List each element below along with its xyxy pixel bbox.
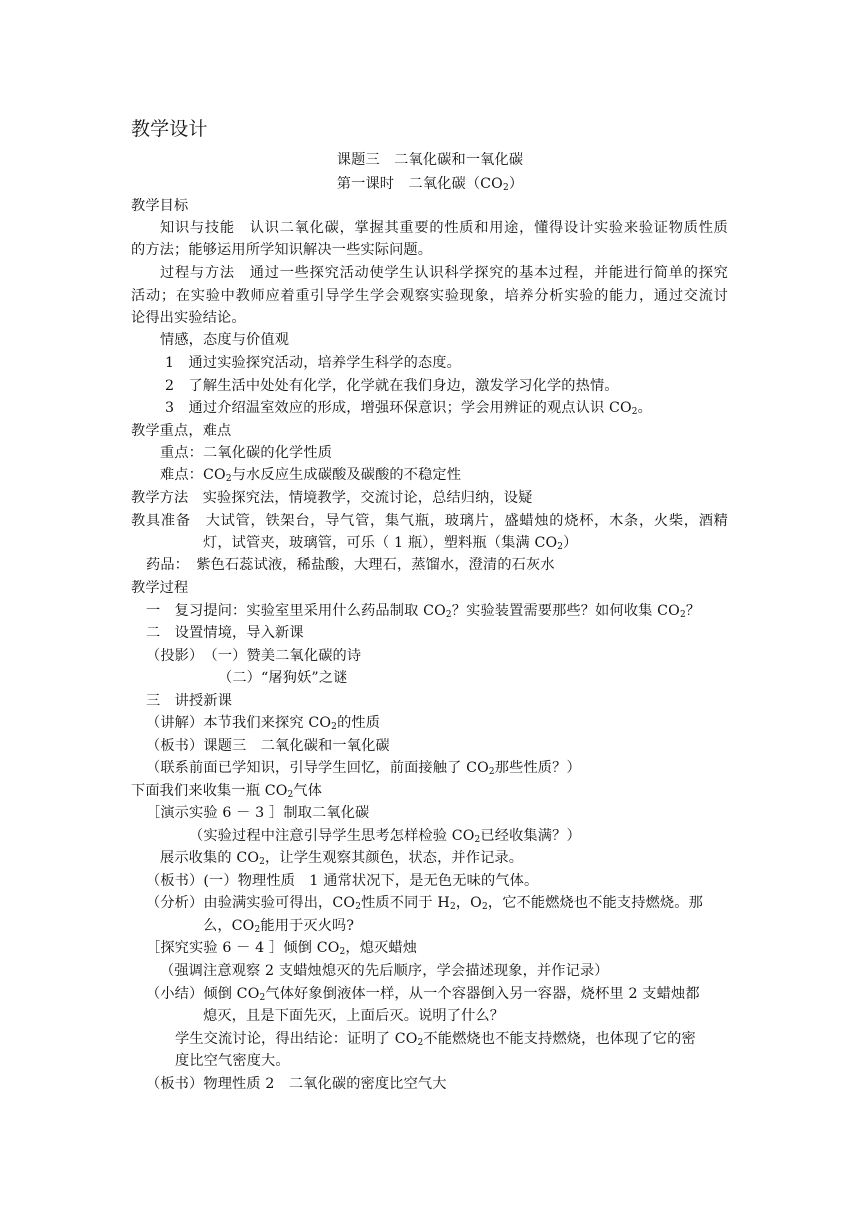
subscript: 2 [481,902,488,912]
equipment-line-2 [203,534,578,552]
analysis-text-c: ，O [455,895,482,911]
section-heading-process: 教学过程 [131,580,189,596]
summary-line-2: 熄灭，且是下面先灭，上面后灭。说明了什么？ [203,1008,505,1024]
equipment-text: 灯，试管夹，玻璃管，可乐（ 1 瓶），塑料瓶（集满 CO [203,535,558,551]
demo-note-text-end: 已经收集满？） [480,828,581,844]
subscript: 2 [339,947,346,957]
subtitle-text-end: ） [508,176,524,192]
discuss-text-end: 不能燃烧也不能支持燃烧，也体现了它的密 [423,1031,696,1047]
analysis-text-d: ，它不能燃烧也不能支持燃烧。那 [487,895,703,911]
key-point: 重点：二氧化碳的化学性质 [160,445,333,461]
show-text: 展示收集的 CO [160,850,260,866]
analysis-text-b: 性质不同于 H [361,895,450,911]
equipment-text-end: ） [563,535,578,551]
recall-text-end: 那些性质？） [494,760,581,776]
difficulty-point [160,466,461,484]
recall-line [146,759,581,777]
lecture-line [146,714,380,732]
subscript: 2 [259,993,266,1003]
subscript: 2 [449,902,456,912]
summary-line-1 [146,985,700,1003]
section-heading-goals: 教学目标 [131,198,189,214]
board-line-1: （板书）课题三 二氧化碳和一氧化碳 [146,738,390,754]
subscript: 2 [502,183,509,193]
step1-text: 一 复习提问：实验室里采用什么药品制取 CO [146,603,446,619]
demo-note-text: （实验过程中注意引导学生思考怎样检验 CO [189,828,475,844]
process-step-1 [146,602,700,620]
subscript: 2 [225,474,232,484]
analysis-text-a: （分析）由验满实验可得出，CO [146,895,356,911]
equipment-line-1: 教具准备 大试管，铁架台，导气管，集气瓶，玻璃片，盛蜡烛的烧杯，木条，火柴，酒精 [131,513,728,529]
subscript: 2 [259,857,266,867]
step1-text-mid: ？实验装置需要那些？如何收集 CO [451,603,680,619]
difficulty-text: 难点：CO [160,467,226,483]
projection-line-1: （投影） （一）赞美二氧化碳的诗 [146,648,362,664]
analysis-line-1 [146,894,703,912]
discuss-line-2: 度比空气密度大。 [175,1053,290,1069]
goal-knowledge-line-1: 知识与技能 认识二氧化碳，掌握其重要的性质和用途，懂得设计实验来验证物质性质 [160,220,728,236]
collect-text: 下面我们来收集一瓶 CO [131,783,288,799]
section-heading-key: 教学重点，难点 [131,423,232,439]
subscript: 2 [631,407,638,417]
emotion-3-text-end: 。 [637,400,652,416]
subscript: 2 [445,610,452,620]
subscript: 2 [331,722,338,732]
subscript: 2 [254,925,261,935]
difficulty-text-end: 与水反应生成碳酸及碳酸的不稳定性 [231,467,462,483]
lecture-text-end: 的性质 [337,715,381,731]
emotion-item-3 [165,399,652,417]
subscript: 2 [474,835,481,845]
document-heading: 教学设计 [131,118,208,140]
lecture-text: （讲解）本节我们来探究 CO [146,715,332,731]
summary-text: （小结）倾倒 CO [146,986,260,1002]
subscript: 2 [488,767,495,777]
discuss-line-1 [175,1030,696,1048]
teaching-method: 教学方法 实验探究法，情境教学，交流讨论，总结归纳，设疑 [131,490,533,506]
discuss-text: 学生交流讨论，得出结论：证明了 CO [175,1031,418,1047]
emotion-item-1: 1 通过实验探究活动，培养学生科学的态度。 [165,355,461,371]
subscript: 2 [355,902,362,912]
goal-process-line-2: 活动；在实验中教师应着重引导学生学会观察实验现象，培养分析实验的能力，通过交流讨 [131,288,728,304]
collect-line [131,782,322,800]
goal-process-line-3: 论得出实验结论。 [131,310,246,326]
board-physical-2: （板书）物理性质 2 二氧化碳的密度比空气大 [146,1076,447,1092]
reagents-line: 药品： 紫色石蕊试液，稀盐酸，大理石，蒸馏水，澄清的石灰水 [146,557,555,573]
emotion-item-2: 2 了解生活中处处有化学，化学就在我们身边，激发学习化学的热情。 [165,378,619,394]
goal-process-line-1: 过程与方法 通过一些探究活动使学生认识科学探究的基本过程，并能进行简单的探究 [160,265,728,281]
demo-6-3-note [189,827,581,845]
analysis-2-text: 么，CO [203,918,255,934]
summary-text-end: 气体好象倒液体一样，从一个容器倒入另一容器，烧杯里 2 支蜡烛都 [265,986,700,1002]
explore-text-end: ，熄灭蜡烛 [345,940,418,956]
lesson-title: 课题三 二氧化碳和一氧化碳 [336,152,524,168]
subtitle-text: 第一课时 二氧化碳（CO [336,176,503,192]
recall-text: （联系前面已学知识，引导学生回忆，前面接触了 CO [146,760,489,776]
show-line [160,849,523,867]
analysis-line-2 [203,917,354,935]
goal-knowledge-line-2: 的方法；能够运用所学知识解决一些实际问题。 [131,242,433,258]
process-step-3: 三 讲授新课 [146,693,233,709]
board-physical-1: （板书）(一）物理性质 1 通常状况下，是无色无味的气体。 [146,873,539,889]
subscript: 2 [679,610,686,620]
emotion-3-text: 3 通过介绍温室效应的形成，增强环保意识；学会用辨证的观点认识 CO [165,400,632,416]
subscript: 2 [287,790,294,800]
step1-text-end: ？ [685,603,701,619]
explore-text: ［探究实验 6 － 4 ］倾倒 CO [146,940,340,956]
subscript: 2 [417,1038,424,1048]
process-step-2: 二 设置情境，导入新课 [146,625,304,641]
collect-text-end: 气体 [293,783,323,799]
analysis-2-text-end: 能用于灭火吗? [260,918,355,934]
goal-emotion-heading: 情感，态度与价值观 [160,332,290,348]
projection-line-2: （二）“屠狗妖”之谜 [218,670,348,686]
lesson-subtitle [0,175,860,193]
show-text-end: ，让学生观察其颜色，状态，并作记录。 [265,850,524,866]
emphasis-line: （强调注意观察 2 支蜡烛熄灭的先后顺序，学会描述现象，并作记录） [160,963,609,979]
demo-6-3-line: ［演示实验 6 － 3 ］制取二氧化碳 [146,805,370,821]
subscript: 2 [557,542,564,552]
explore-6-4-line [146,939,417,957]
